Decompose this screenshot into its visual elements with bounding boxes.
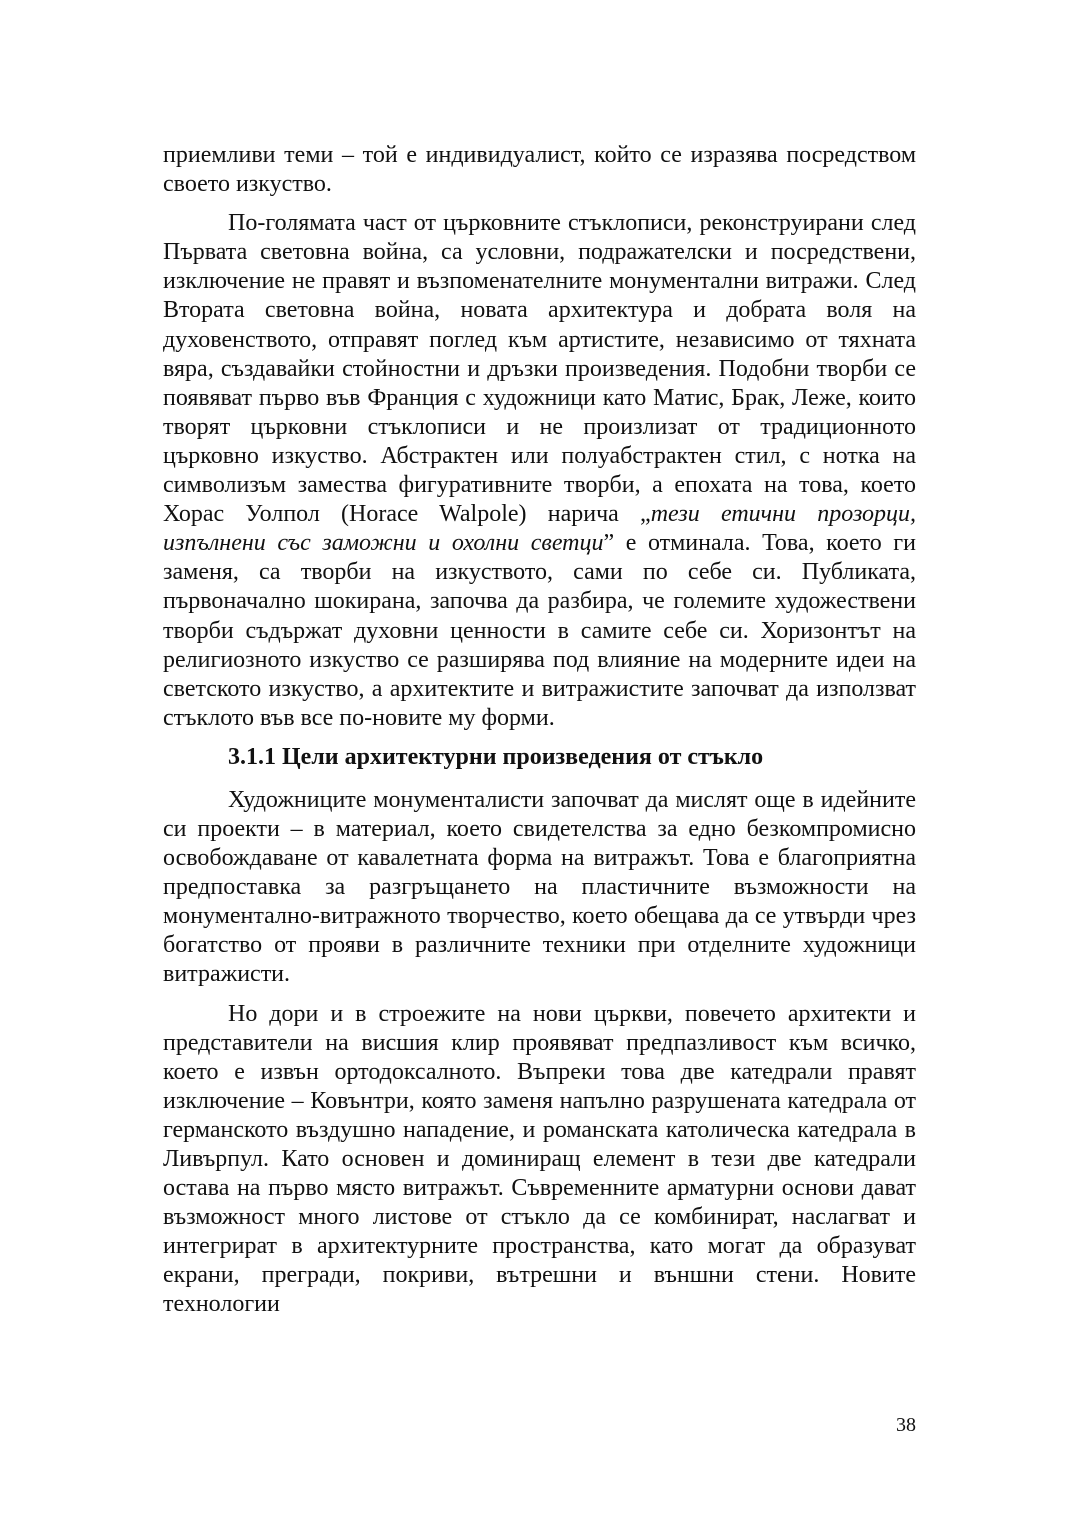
paragraph-text: По-голямата част от църковните стъклописи, реконструирани след Първата световна война, са условни, подражателски и посредствени, изключение не правят и възпоменателните монументални витражи. След Втората световна война, новата архитектура и добрата воля на духовенството, отправят поглед към артистите, независимо от тяхната вяра, създавайки стойностни и дръзки произведения. Подобни творби се появяват първо във Франция с художници като Матис, Брак, Леже, които творят църковни стъклописи и не произлизат от традиционното църковно изкуство. Абстрактен или полуабстрактен стил, с нотка на символизъм замества фигуративните творби, а епохата на това, което Хорас Уолпол (Horace Walpole) нарича „ xyxy=(163,210,916,528)
paragraph-cathedrals: Но дори и в строежите на нови църкви, повечето архитекти и представители на висшия клир проявяват предпазливост към всичко, което е извън ортодоксалното. Въпреки това две катедрали правят изключение – Ковънтри, която заменя напълно разрушената катедрала от германското въздушно нападение, и романската католическа катедрала в Ливърпул. Като основен и доминиращ елемент в тези две катедрали остава на първо място витражът. Съвременните арматурни основи дават възможност много листове от стъкло да се комбинират, наслагват и интегрират в архитектурните пространства, като могат да образуват екрани, прегради, покриви, вътрешни и външни стени. Новите технологии xyxy=(163,1000,916,1318)
walpole-quote: тези етични прозорци, изпълнени със заможни и охолни светци xyxy=(163,501,916,557)
page-number: 38 xyxy=(896,1414,916,1436)
paragraph-text: ” е отминала. Това, което ги заменя, са творби на изкуството, сами по себе си. Публиката, първоначално шокирана, започва да разбира, че големите художествени творби съдържат духовни ценности в самите себе си. Хоризонтът на религиозното изкуство се разширява под влияние на модерните идеи на светското изкуство, а архитектите и витражистите започват да използват стъклото във все по-новите му форми. xyxy=(163,530,916,731)
paragraph-stained-glass-postwar xyxy=(163,209,916,733)
page-body xyxy=(163,141,916,1320)
paragraph-continuation: приемливи теми – той е индивидуалист, който се изразява посредством своето изкуство. xyxy=(163,142,916,198)
section-heading: 3.1.1 Цели архитектурни произведения от стъкло xyxy=(228,743,764,770)
paragraph-monumentalists: Художниците монументалисти започват да мислят още в идейните си проекти – в материал, което свидетелства за едно безкомпромисно освобождаване от кавалетната форма на витражът. Това е благоприятна предпоставка за разгръщането на пластичните възможности на монументално-витражното творчество, което обещава да се утвърди чрез богатство от прояви в различните техники при отделните художници витражисти. xyxy=(163,786,916,988)
